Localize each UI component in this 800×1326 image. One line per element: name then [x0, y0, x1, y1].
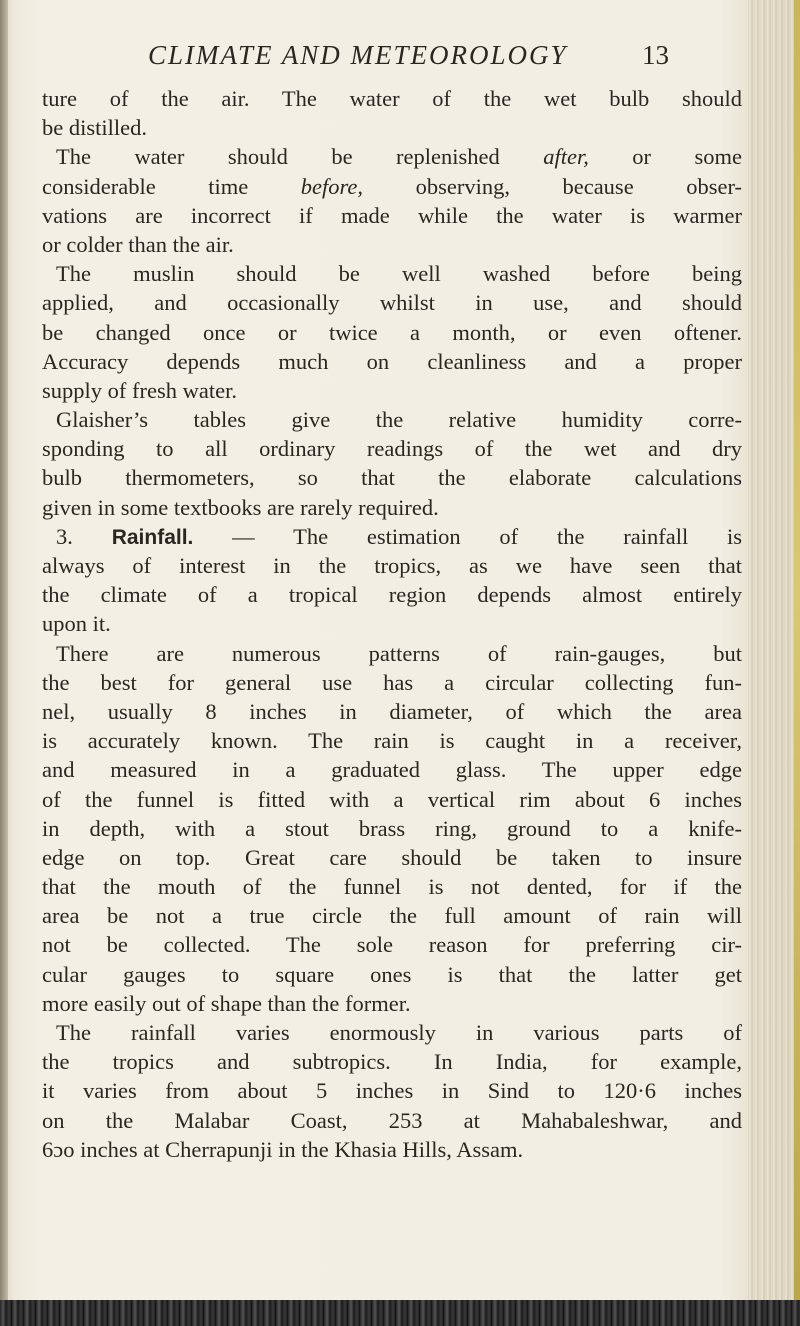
text-line: upon it.: [42, 611, 111, 637]
book-bottom-edge: [0, 1300, 800, 1326]
text-line: sponding to all ordinary readings of the wet and dry: [42, 436, 742, 462]
text-line: given in some textbooks are rarely required.: [42, 494, 439, 520]
text-line: vations are incorrect if made while the water is warmer: [42, 202, 742, 228]
text-line: on the Malabar Coast, 253 at Mahabaleshwar, and: [42, 1107, 742, 1133]
text-line: of the funnel is fitted with a vertical rim about 6 inches: [42, 786, 742, 812]
page-number: 13: [642, 40, 669, 70]
text-line: [42, 142, 742, 171]
text-line: There are numerous patterns of rain-gauges, but: [56, 640, 742, 666]
emphasis-text: before,: [300, 173, 364, 199]
text-line: The rainfall varies enormously in various parts of: [56, 1020, 742, 1045]
text-run: observing, because obser-: [363, 173, 742, 199]
text-line: always of interest in the tropics, as we have seen that: [42, 553, 742, 578]
text-line: area be not a true circle the full amount of rain will: [42, 903, 742, 929]
text-line: nel, usually 8 inches in diameter, of which the area: [42, 698, 742, 724]
text-line: not be collected. The sole reason for preferring cir-: [42, 932, 742, 958]
body-text: [42, 84, 742, 1164]
text-run: — The estimation of the rainfall is: [193, 523, 743, 549]
text-line: or colder than the air.: [42, 231, 234, 257]
text-line: the climate of a tropical region depends almost entirely: [42, 582, 742, 608]
text-line: the best for general use has a circular collecting fun-: [42, 669, 742, 695]
text-line: edge on top. Great care should be taken to insure: [42, 844, 742, 870]
text-line: Glaisher’s tables give the relative humidity corre-: [56, 407, 742, 433]
text-line: and measured in a graduated glass. The upper edge: [42, 757, 742, 783]
text-line: ture of the air. The water of the wet bulb should: [42, 86, 742, 111]
text-line: 6ɔo inches at Cherrapunji in the Khasia Hills, Assam.: [42, 1136, 524, 1162]
text-line: applied, and occasionally whilst in use, and should: [42, 290, 742, 316]
text-line: cular gauges to square ones is that the latter get: [42, 961, 742, 987]
text-line: [42, 522, 742, 551]
text-line: in depth, with a stout brass ring, ground to a knife-: [42, 815, 742, 841]
text-run: considerable time: [42, 173, 301, 199]
text-line: be changed once or twice a month, or even oftener.: [42, 319, 742, 345]
text-line: it varies from about 5 inches in Sind to 120·6 inches: [42, 1078, 742, 1104]
text-line: bulb thermometers, so that the elaborate calculations: [42, 465, 742, 491]
text-line: [42, 172, 742, 201]
page-header: [0, 40, 800, 80]
text-line: that the mouth of the funnel is not dented, for if the: [42, 874, 742, 900]
text-line: be distilled.: [42, 115, 147, 141]
section-heading: Rainfall.: [111, 525, 194, 549]
emphasis-text: after,: [543, 144, 589, 170]
book-spine-edge: [794, 0, 800, 1326]
text-line: is accurately known. The rain is caught in a receiver,: [42, 728, 742, 754]
text-line: supply of fresh water.: [42, 377, 237, 403]
text-line: Accuracy depends much on cleanliness and a proper: [42, 348, 742, 374]
text-run: or some: [588, 144, 742, 170]
page-fore-edge: [748, 0, 800, 1326]
text-run: 3.: [56, 523, 112, 549]
text-run: The water should be replenished: [56, 144, 544, 170]
text-line: The muslin should be well washed before being: [56, 261, 742, 287]
text-line: more easily out of shape than the former.: [42, 990, 411, 1016]
page-gutter-shadow: [0, 0, 8, 1326]
text-line: the tropics and subtropics. In India, for example,: [42, 1049, 742, 1075]
running-head: CLIMATE AND METEOROLOGY: [148, 40, 568, 70]
